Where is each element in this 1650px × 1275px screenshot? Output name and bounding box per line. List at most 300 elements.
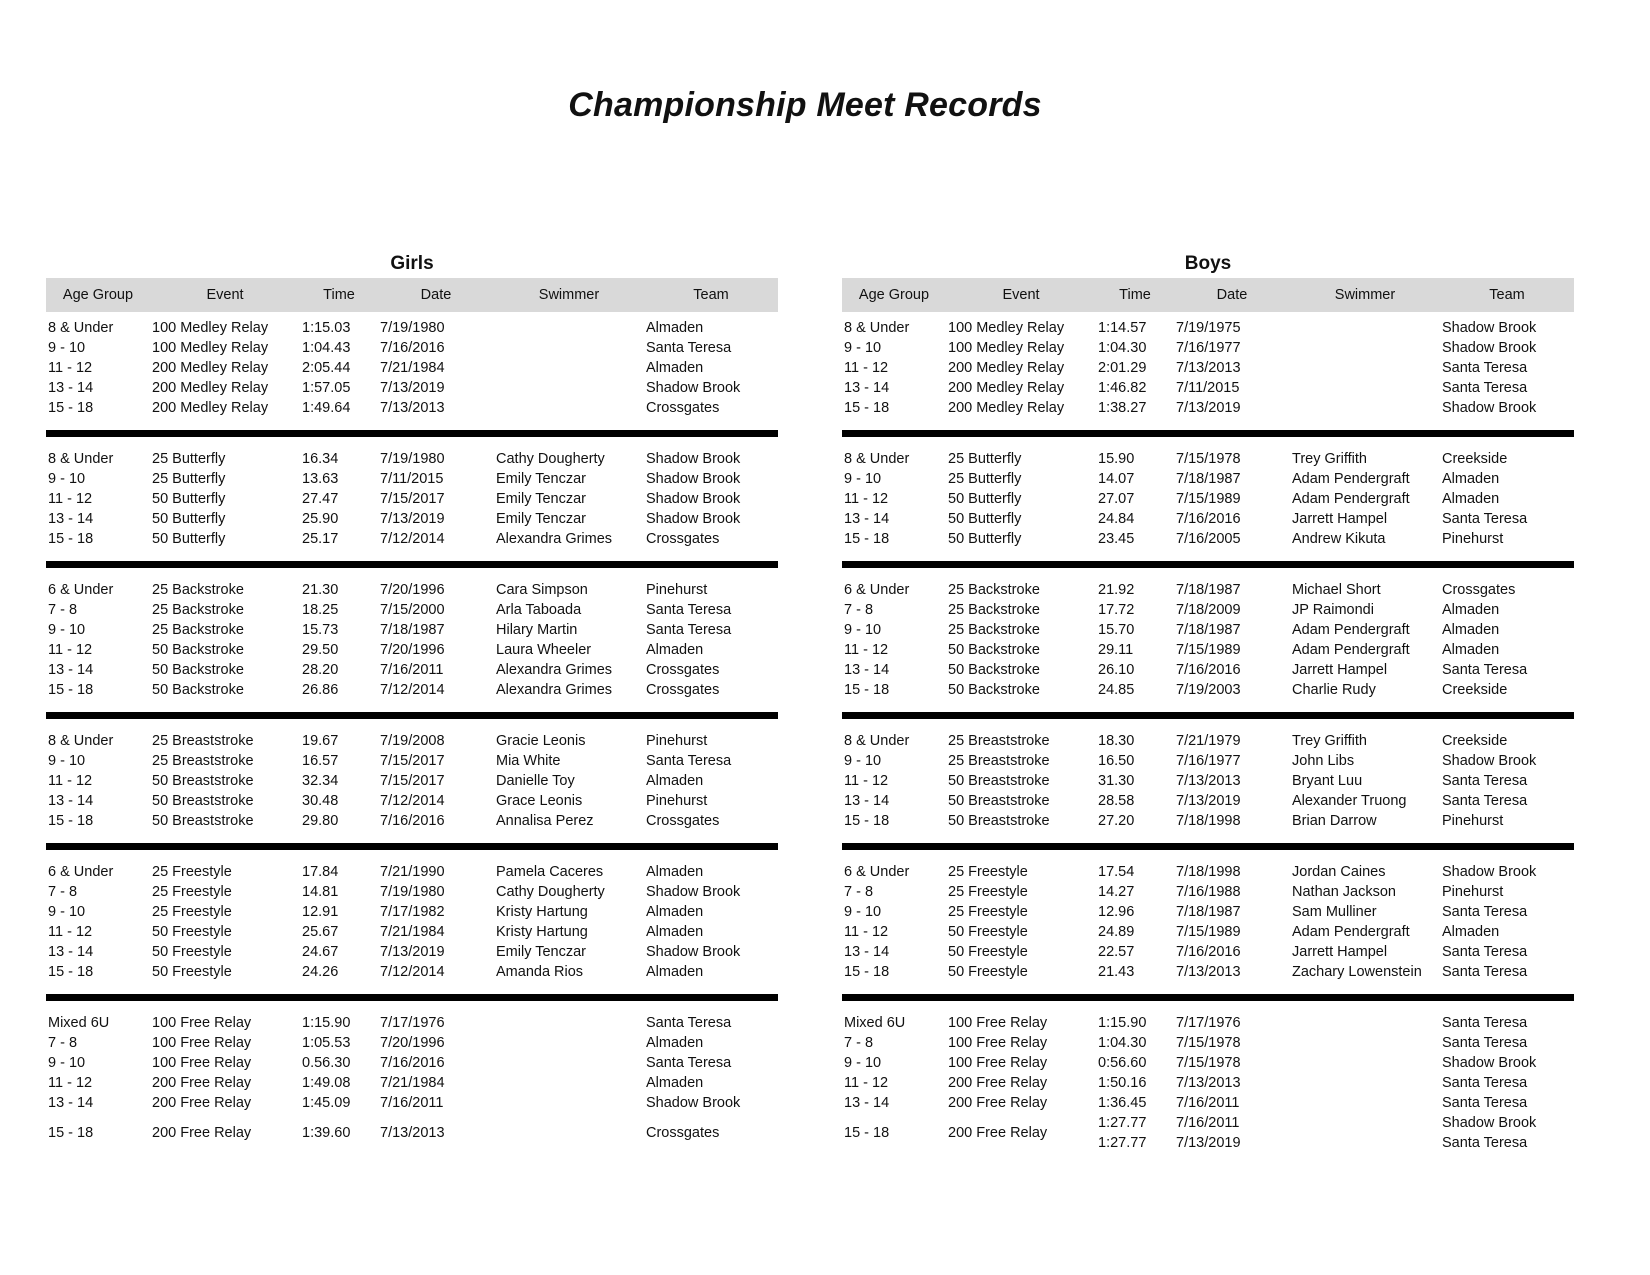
event-cell: 25 Backstroke: [948, 602, 1040, 618]
date-cell: 7/16/1977: [1176, 340, 1241, 356]
table-row: [46, 862, 778, 882]
age-group-cell: 9 - 10: [844, 1055, 882, 1071]
date-cell: 7/13/2019: [380, 944, 445, 960]
event-cell: 50 Backstroke: [948, 642, 1040, 658]
swimmer-cell: Kristy Hartung: [496, 924, 588, 940]
date-cell: 7/18/1987: [1176, 622, 1241, 638]
section-title: Girls: [390, 253, 434, 274]
group-divider: [46, 843, 778, 850]
time-cell: 13.63: [302, 471, 339, 487]
table-row: [46, 882, 778, 902]
table-row: [842, 449, 1574, 469]
date-cell: 7/12/2014: [380, 793, 445, 809]
team-cell: Almaden: [1442, 491, 1500, 507]
event-cell: 25 Freestyle: [948, 884, 1028, 900]
age-group-cell: 15 - 18: [48, 682, 94, 698]
age-group-cell: 15 - 18: [48, 964, 94, 980]
team-cell: Shadow Brook: [1442, 1055, 1537, 1071]
table-row: [842, 620, 1574, 640]
event-cell: 50 Freestyle: [948, 924, 1028, 940]
table-row: [842, 751, 1574, 771]
event-cell: 50 Butterfly: [152, 531, 226, 547]
swimmer-cell: Alexander Truong: [1292, 793, 1407, 809]
time-cell: 25.17: [302, 531, 339, 547]
table-row: [46, 660, 778, 680]
table-row: [842, 791, 1574, 811]
age-group-cell: 15 - 18: [844, 964, 890, 980]
time-cell: 24.84: [1098, 511, 1135, 527]
swimmer-cell: Nathan Jackson: [1292, 884, 1396, 900]
time-cell: 27.47: [302, 491, 339, 507]
date-cell: 7/18/1987: [380, 622, 445, 638]
age-group-cell: 11 - 12: [48, 1075, 93, 1091]
swimmer-cell: Pamela Caceres: [496, 864, 604, 880]
age-group-cell: 6 & Under: [48, 582, 114, 598]
team-cell: Santa Teresa: [646, 602, 732, 618]
time-cell: 1:04.30: [1098, 1035, 1147, 1051]
time-cell: 21.92: [1098, 582, 1135, 598]
table-row: [46, 600, 778, 620]
event-cell: 50 Butterfly: [152, 511, 226, 527]
team-cell: Almaden: [646, 1035, 704, 1051]
event-cell: 200 Free Relay: [152, 1125, 252, 1141]
swimmer-cell: Jarrett Hampel: [1292, 662, 1388, 678]
event-cell: 200 Medley Relay: [152, 360, 269, 376]
team-cell: Almaden: [1442, 602, 1500, 618]
date-cell: 7/16/2011: [1176, 1095, 1240, 1111]
time-cell: 1:46.82: [1098, 380, 1147, 396]
table-row: [842, 942, 1574, 962]
event-cell: 100 Medley Relay: [152, 320, 269, 336]
event-cell: 50 Butterfly: [948, 531, 1022, 547]
date-cell: 7/16/2005: [1176, 531, 1241, 547]
table-row: [46, 318, 778, 338]
team-cell: Creekside: [1442, 733, 1508, 749]
time-cell: 24.26: [302, 964, 339, 980]
time-cell: 18.25: [302, 602, 339, 618]
date-cell: 7/11/2015: [380, 471, 444, 487]
age-group-cell: 13 - 14: [48, 380, 94, 396]
event-cell: 200 Free Relay: [152, 1075, 252, 1091]
team-cell: Crossgates: [646, 1125, 720, 1141]
age-group-cell: 15 - 18: [48, 813, 94, 829]
swimmer-cell: Kristy Hartung: [496, 904, 588, 920]
record-group: [842, 1013, 1574, 1153]
event-cell: 50 Freestyle: [948, 944, 1028, 960]
swimmer-cell: Emily Tenczar: [496, 944, 586, 960]
age-group-cell: 13 - 14: [48, 662, 94, 678]
time-cell: 1:36.45: [1098, 1095, 1147, 1111]
team-cell: Shadow Brook: [1442, 753, 1537, 769]
column-header: Age Group: [858, 287, 930, 303]
record-group: [46, 318, 778, 418]
swimmer-cell: Laura Wheeler: [496, 642, 592, 658]
time-cell: 1:49.08: [302, 1075, 351, 1091]
swimmer-cell: Adam Pendergraft: [1292, 924, 1410, 940]
table-row: [46, 580, 778, 600]
team-cell: Crossgates: [646, 662, 720, 678]
swimmer-cell: Sam Mulliner: [1292, 904, 1377, 920]
team-cell: Santa Teresa: [1442, 1075, 1528, 1091]
table-row: [842, 962, 1574, 982]
date-cell: 7/17/1976: [1176, 1015, 1241, 1031]
group-divider: [842, 561, 1574, 568]
swimmer-cell: John Libs: [1292, 753, 1355, 769]
time-cell: 17.84: [302, 864, 339, 880]
swimmer-cell: Alexandra Grimes: [496, 662, 613, 678]
time-cell: 27.07: [1098, 491, 1135, 507]
page-title: Championship Meet Records: [568, 86, 1042, 124]
age-group-cell: 15 - 18: [844, 682, 890, 698]
age-group-cell: 11 - 12: [844, 924, 889, 940]
swimmer-cell: Emily Tenczar: [496, 471, 586, 487]
time-cell: 29.11: [1098, 642, 1134, 658]
date-cell: 7/13/2013: [1176, 773, 1241, 789]
age-group-cell: 7 - 8: [48, 884, 78, 900]
time-cell: 0:56.60: [1098, 1055, 1147, 1071]
event-cell: 25 Backstroke: [152, 602, 244, 618]
time-cell: 30.48: [302, 793, 339, 809]
date-cell: 7/21/1984: [380, 360, 445, 376]
table-row: [46, 731, 778, 751]
group-divider: [46, 561, 778, 568]
table-row: [46, 680, 778, 700]
event-cell: 200 Medley Relay: [152, 400, 269, 416]
team-cell: Santa Teresa: [1442, 1015, 1528, 1031]
table-row: [842, 811, 1574, 831]
team-cell: Almaden: [646, 1075, 704, 1091]
time-cell: 17.54: [1098, 864, 1135, 880]
swimmer-cell: Charlie Rudy: [1292, 682, 1376, 698]
team-cell: Pinehurst: [1442, 813, 1504, 829]
record-group: [842, 318, 1574, 418]
date-cell: 7/13/2013: [1176, 1075, 1241, 1091]
record-group: [842, 580, 1574, 700]
time-cell: 25.67: [302, 924, 339, 940]
time-cell: 16.34: [302, 451, 339, 467]
swimmer-cell: Danielle Toy: [496, 773, 575, 789]
team-cell: Shadow Brook: [1442, 340, 1537, 356]
table-row: [46, 1093, 778, 1113]
date-cell: 7/15/1989: [1176, 924, 1241, 940]
age-group-cell: 9 - 10: [48, 340, 86, 356]
team-cell: Almaden: [646, 864, 704, 880]
event-cell: 25 Backstroke: [948, 622, 1040, 638]
record-group: [46, 862, 778, 982]
date-cell: 7/13/2019: [1176, 1135, 1241, 1151]
time-cell: 14.81: [302, 884, 339, 900]
age-group-cell: 13 - 14: [48, 793, 94, 809]
team-cell: Santa Teresa: [1442, 964, 1528, 980]
team-cell: Shadow Brook: [646, 491, 741, 507]
date-cell: 7/15/1978: [1176, 1055, 1241, 1071]
date-cell: 7/16/2016: [380, 1055, 445, 1071]
age-group-cell: 9 - 10: [844, 753, 882, 769]
age-group-cell: 11 - 12: [48, 773, 93, 789]
swimmer-cell: Michael Short: [1292, 582, 1381, 598]
team-cell: Almaden: [646, 360, 704, 376]
date-cell: 7/11/2015: [1176, 380, 1240, 396]
table-row: [46, 962, 778, 982]
date-cell: 7/18/1987: [1176, 471, 1241, 487]
age-group-cell: 11 - 12: [844, 1075, 889, 1091]
team-cell: Shadow Brook: [646, 471, 741, 487]
table-row: [46, 358, 778, 378]
table-row: [46, 640, 778, 660]
table-row: [842, 1093, 1574, 1113]
event-cell: 25 Butterfly: [948, 471, 1022, 487]
swimmer-cell: Amanda Rios: [496, 964, 584, 980]
swimmer-cell: Emily Tenczar: [496, 491, 586, 507]
date-cell: 7/21/1979: [1176, 733, 1241, 749]
table-row: [842, 731, 1574, 751]
time-cell: 17.72: [1098, 602, 1135, 618]
table-row: [842, 509, 1574, 529]
age-group-cell: 9 - 10: [48, 622, 86, 638]
team-cell: Almaden: [646, 773, 704, 789]
age-group-cell: 9 - 10: [844, 340, 882, 356]
event-cell: 200 Free Relay: [948, 1075, 1048, 1091]
team-cell: Shadow Brook: [1442, 864, 1537, 880]
date-cell: 7/18/1998: [1176, 813, 1241, 829]
age-group-cell: 13 - 14: [844, 1095, 890, 1111]
table-row: [46, 751, 778, 771]
swimmer-cell: Cathy Dougherty: [496, 451, 605, 467]
date-cell: 7/15/1978: [1176, 1035, 1241, 1051]
date-cell: 7/16/2016: [380, 340, 445, 356]
event-cell: 25 Freestyle: [152, 904, 232, 920]
table-row: [842, 318, 1574, 338]
column-header: Date: [1216, 287, 1248, 303]
event-cell: 100 Medley Relay: [948, 340, 1065, 356]
table-row: [842, 922, 1574, 942]
time-cell: 2:01.29: [1098, 360, 1147, 376]
team-cell: Pinehurst: [1442, 884, 1504, 900]
age-group-cell: 15 - 18: [844, 400, 890, 416]
swimmer-cell: Brian Darrow: [1292, 813, 1377, 829]
table-row: [842, 862, 1574, 882]
date-cell: 7/16/2016: [1176, 662, 1241, 678]
girls-records-table: [46, 250, 778, 1153]
table-row: [842, 580, 1574, 600]
time-cell: 1:57.05: [302, 380, 351, 396]
record-group: [46, 1013, 778, 1153]
age-group-cell: 13 - 14: [48, 944, 94, 960]
date-cell: 7/19/2008: [380, 733, 445, 749]
age-group-cell: 7 - 8: [48, 1035, 78, 1051]
table-row: [46, 509, 778, 529]
date-cell: 7/18/1998: [1176, 864, 1241, 880]
event-cell: 50 Butterfly: [948, 511, 1022, 527]
record-group: [46, 580, 778, 700]
time-cell: 1:15.90: [1098, 1015, 1147, 1031]
team-cell: Crossgates: [646, 531, 720, 547]
time-cell: 25.90: [302, 511, 339, 527]
column-header: Swimmer: [1334, 287, 1396, 303]
age-group-cell: 9 - 10: [844, 471, 882, 487]
column-header: Age Group: [62, 287, 134, 303]
event-cell: 100 Free Relay: [948, 1055, 1048, 1071]
event-cell: 50 Freestyle: [152, 924, 232, 940]
date-cell: 7/15/2000: [380, 602, 445, 618]
time-cell: 1:15.90: [302, 1015, 351, 1031]
table-row: [46, 489, 778, 509]
time-cell: 1:50.16: [1098, 1075, 1147, 1091]
time-cell: 19.67: [302, 733, 339, 749]
table-row: [46, 398, 778, 418]
team-cell: Shadow Brook: [646, 451, 741, 467]
swimmer-cell: Arla Taboada: [496, 602, 582, 618]
team-cell: Shadow Brook: [1442, 400, 1537, 416]
team-cell: Pinehurst: [646, 733, 708, 749]
swimmer-cell: Alexandra Grimes: [496, 531, 613, 547]
date-cell: 7/18/1987: [1176, 582, 1241, 598]
table-row: [46, 469, 778, 489]
date-cell: 7/16/1977: [1176, 753, 1241, 769]
time-cell: 21.43: [1098, 964, 1135, 980]
date-cell: 7/15/1989: [1176, 491, 1241, 507]
age-group-cell: 13 - 14: [48, 1095, 94, 1111]
record-group: [842, 449, 1574, 549]
event-cell: 100 Free Relay: [948, 1035, 1048, 1051]
column-header: Team: [1489, 287, 1525, 303]
table-row: [46, 1033, 778, 1053]
date-cell: 7/16/2011: [1176, 1115, 1240, 1131]
date-cell: 7/16/2016: [1176, 511, 1241, 527]
team-cell: Shadow Brook: [1442, 320, 1537, 336]
table-row: [46, 1113, 778, 1153]
swimmer-cell: Hilary Martin: [496, 622, 578, 638]
team-cell: Almaden: [1442, 622, 1500, 638]
event-cell: 25 Butterfly: [152, 471, 226, 487]
team-cell: Santa Teresa: [1442, 773, 1528, 789]
event-cell: 100 Medley Relay: [152, 340, 269, 356]
time-cell: 15.70: [1098, 622, 1135, 638]
date-cell: 7/16/1988: [1176, 884, 1241, 900]
time-cell: 18.30: [1098, 733, 1135, 749]
team-cell: Santa Teresa: [1442, 380, 1528, 396]
date-cell: 7/15/1978: [1176, 451, 1241, 467]
column-header: Swimmer: [538, 287, 600, 303]
team-cell: Santa Teresa: [1442, 662, 1528, 678]
table-row: [46, 449, 778, 469]
date-cell: 7/13/2019: [1176, 793, 1241, 809]
date-cell: 7/13/2013: [380, 1125, 445, 1141]
table-row: [842, 600, 1574, 620]
time-cell: 29.80: [302, 813, 339, 829]
table-row: [842, 640, 1574, 660]
column-header: Event: [1002, 287, 1040, 303]
team-cell: Santa Teresa: [646, 1015, 732, 1031]
age-group-cell: 9 - 10: [48, 1055, 86, 1071]
table-row: [842, 771, 1574, 791]
age-group-cell: 8 & Under: [844, 451, 910, 467]
date-cell: 7/16/2016: [380, 813, 445, 829]
age-group-cell: 11 - 12: [844, 642, 889, 658]
time-cell: 24.67: [302, 944, 339, 960]
age-group-cell: 13 - 14: [844, 511, 890, 527]
table-row: [46, 378, 778, 398]
time-cell: 27.20: [1098, 813, 1135, 829]
age-group-cell: 13 - 14: [844, 662, 890, 678]
event-cell: 50 Backstroke: [152, 642, 244, 658]
swimmer-cell: Jordan Caines: [1292, 864, 1386, 880]
time-cell: 28.20: [302, 662, 339, 678]
team-cell: Santa Teresa: [1442, 511, 1528, 527]
time-cell: 16.57: [302, 753, 339, 769]
age-group-cell: 11 - 12: [48, 491, 93, 507]
table-row: [842, 1073, 1574, 1093]
time-cell: 1:04.30: [1098, 340, 1147, 356]
section-title: Boys: [1184, 253, 1232, 274]
team-cell: Santa Teresa: [1442, 904, 1528, 920]
event-cell: 200 Free Relay: [152, 1095, 252, 1111]
event-cell: 100 Free Relay: [152, 1055, 252, 1071]
event-cell: 200 Medley Relay: [152, 380, 269, 396]
table-row: [842, 1013, 1574, 1033]
table-row: [46, 1053, 778, 1073]
swimmer-cell: Adam Pendergraft: [1292, 491, 1410, 507]
time-cell: 1:04.43: [302, 340, 351, 356]
table-row: [46, 902, 778, 922]
table-header: [46, 278, 778, 312]
time-cell: 1:49.64: [302, 400, 351, 416]
age-group-cell: 15 - 18: [844, 1125, 890, 1141]
team-cell: Almaden: [646, 904, 704, 920]
age-group-cell: 13 - 14: [844, 793, 890, 809]
time-cell: 1:05.53: [302, 1035, 351, 1051]
event-cell: 50 Backstroke: [152, 682, 244, 698]
event-cell: 25 Breaststroke: [948, 753, 1050, 769]
date-cell: 7/18/1987: [1176, 904, 1241, 920]
event-cell: 50 Breaststroke: [948, 793, 1050, 809]
event-cell: 100 Free Relay: [948, 1015, 1048, 1031]
event-cell: 25 Butterfly: [948, 451, 1022, 467]
event-cell: 200 Medley Relay: [948, 380, 1065, 396]
age-group-cell: 8 & Under: [48, 320, 114, 336]
boys-records-table: [842, 250, 1574, 1153]
date-cell: 7/15/2017: [380, 773, 445, 789]
table-row: [46, 922, 778, 942]
event-cell: 100 Medley Relay: [948, 320, 1065, 336]
team-cell: Almaden: [646, 642, 704, 658]
time-cell: 23.45: [1098, 531, 1135, 547]
team-cell: Shadow Brook: [646, 1095, 741, 1111]
swimmer-cell: Emily Tenczar: [496, 511, 586, 527]
event-cell: 50 Backstroke: [948, 682, 1040, 698]
record-group: [46, 449, 778, 549]
swimmer-cell: JP Raimondi: [1292, 602, 1374, 618]
group-divider: [842, 994, 1574, 1001]
record-group: [842, 731, 1574, 831]
age-group-cell: 9 - 10: [48, 471, 86, 487]
column-header: Time: [1119, 287, 1151, 303]
time-cell: 29.50: [302, 642, 339, 658]
table-row: [842, 358, 1574, 378]
team-cell: Pinehurst: [646, 582, 708, 598]
time-cell: 21.30: [302, 582, 339, 598]
date-cell: 7/20/1996: [380, 642, 445, 658]
swimmer-cell: Adam Pendergraft: [1292, 622, 1410, 638]
table-row: [842, 529, 1574, 549]
age-group-cell: 6 & Under: [844, 864, 910, 880]
time-cell: 14.07: [1098, 471, 1135, 487]
age-group-cell: Mixed 6U: [48, 1015, 110, 1031]
event-cell: 50 Breaststroke: [948, 813, 1050, 829]
event-cell: 25 Backstroke: [152, 622, 244, 638]
date-cell: 7/13/2013: [1176, 360, 1241, 376]
table-row: [46, 1013, 778, 1033]
